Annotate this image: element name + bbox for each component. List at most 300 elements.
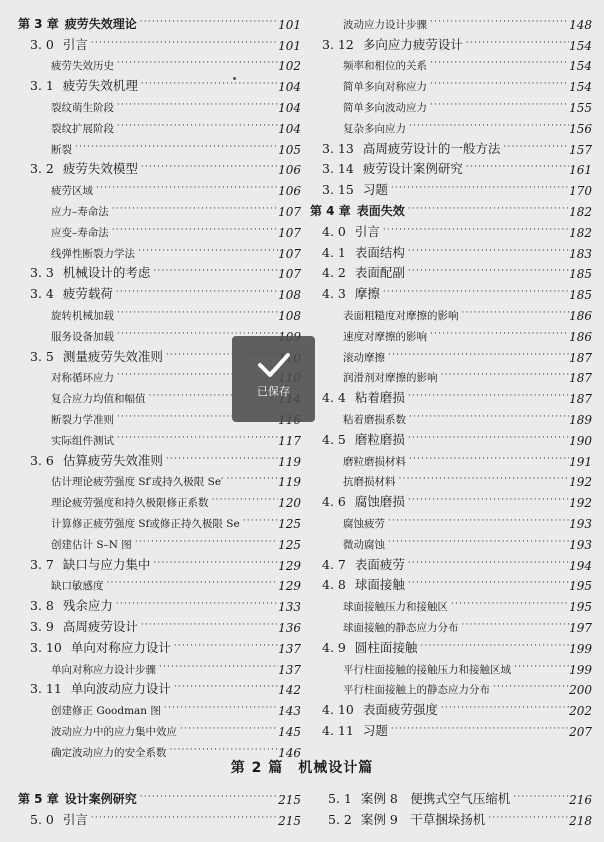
toc-subsection-entry xyxy=(18,489,301,510)
toc-subsection-entry xyxy=(18,427,301,448)
toc-entry-title: 线弹性断裂力学法 xyxy=(51,247,135,260)
toc-dot-leader xyxy=(104,577,279,593)
toc-dot-leader xyxy=(388,182,569,198)
toc-section-entry xyxy=(18,552,301,573)
toc-entry-page: 125 xyxy=(278,516,301,531)
toc-subsection-entry xyxy=(310,469,592,490)
toc-entry-title: 设计案例研究 xyxy=(64,791,137,806)
toc-dot-leader xyxy=(405,494,569,510)
toc-section-entry xyxy=(310,552,592,573)
toc-entry-title: 服务设备加载 xyxy=(51,330,114,343)
toc-entry-title-group xyxy=(30,159,138,177)
toc-section-entry xyxy=(310,385,592,406)
toc-entry-page: 200 xyxy=(569,683,592,698)
toc-entry-title-group xyxy=(30,810,88,828)
toc-entry-title-group xyxy=(51,391,146,406)
toc-entry-page: 195 xyxy=(569,579,592,594)
toc-entry-title-group xyxy=(343,370,438,385)
toc-entry-title-group xyxy=(30,596,113,614)
toc-entry-title-group xyxy=(343,17,427,32)
toc-entry-page: 107 xyxy=(278,225,301,240)
toc-dot-leader xyxy=(177,723,278,739)
toc-entry-page: 193 xyxy=(569,516,592,531)
toc-entry-page: 136 xyxy=(278,620,301,635)
toc-column-right xyxy=(310,11,592,739)
toc-entry-page: 187 xyxy=(569,392,592,407)
toc-entry-title-group xyxy=(51,516,240,531)
toc-entry-page: 183 xyxy=(569,246,592,261)
toc-entry-title-group xyxy=(18,790,137,807)
toc-dot-leader xyxy=(137,791,278,807)
toc-entry-title-group xyxy=(30,76,138,94)
toc-entry-title: 球面接触 xyxy=(354,577,405,593)
toc-entry-title-group xyxy=(328,810,485,828)
toc-section-entry xyxy=(310,427,592,448)
toc-subsection-entry xyxy=(310,73,592,94)
toc-subsection-entry xyxy=(310,677,592,698)
scan-speck xyxy=(233,77,236,80)
toc-entry-title: 裂纹扩展阶段 xyxy=(51,122,114,135)
toc-entry-page: 104 xyxy=(278,80,301,95)
toc-entry-title: 创建估计 S–N 图 xyxy=(51,538,132,551)
toc-subsection-entry xyxy=(18,531,301,552)
toc-entry-title-group xyxy=(51,308,114,323)
toc-entry-title: 估算疲劳失效准则 xyxy=(62,452,163,468)
part-title: 第 2 篇 机械设计篇 xyxy=(230,760,374,776)
toc-entry-title: 波动应力设计步骤 xyxy=(343,18,427,31)
toc-entry-number: 3. 6 xyxy=(30,452,54,468)
toc-entry-title-group xyxy=(343,308,459,323)
toc-entry-title-group xyxy=(343,412,406,427)
toc-dot-leader xyxy=(385,515,569,531)
toc-entry-title: 创建修正 Goodman 图 xyxy=(51,705,161,718)
toc-dot-leader xyxy=(240,515,278,531)
toc-section-entry xyxy=(310,635,592,656)
toc-entry-title-group xyxy=(51,142,72,157)
toc-entry-title-group xyxy=(51,433,114,448)
toc-entry-number: 3. 9 xyxy=(30,618,54,634)
toc-entry-page: 195 xyxy=(569,600,592,615)
toc-dot-leader xyxy=(150,265,278,281)
toc-entry-title-group xyxy=(51,225,109,240)
toc-subsection-entry xyxy=(18,94,301,115)
toc-entry-title-group xyxy=(30,284,113,302)
toc-entry-page: 190 xyxy=(569,433,592,448)
toc-entry-title: 表面疲劳强度 xyxy=(362,702,438,718)
toc-entry-title: 疲劳区域 xyxy=(51,185,93,198)
toc-entry-number: 3. 5 xyxy=(30,348,54,364)
toc-entry-number: 3. 15 xyxy=(322,182,354,198)
toc-entry-title-group xyxy=(322,159,463,177)
toc-entry-title-group xyxy=(322,492,405,510)
toc-entry-title-group xyxy=(343,682,490,697)
toc-dot-leader xyxy=(388,723,569,739)
toc-dot-leader xyxy=(385,349,569,365)
toc-entry-title-group xyxy=(51,58,114,73)
toc-entry-title-group xyxy=(343,516,385,531)
toc-section-entry xyxy=(18,635,301,656)
toc-entry-page: 137 xyxy=(278,662,301,677)
toc-section-entry xyxy=(310,718,592,739)
toc-dot-leader xyxy=(405,203,569,219)
toc-section-entry xyxy=(18,614,301,635)
toc-entry-number: 4. 8 xyxy=(322,577,346,593)
toc-dot-leader xyxy=(405,390,569,406)
toc-entry-page: 105 xyxy=(278,142,301,157)
toc-entry-title-group xyxy=(322,430,405,448)
toc-entry-number: 3. 3 xyxy=(30,265,54,281)
toc-entry-title: 机械设计的考虑 xyxy=(62,265,151,281)
toc-entry-number: 3. 7 xyxy=(30,556,54,572)
toc-subsection-entry xyxy=(18,302,301,323)
toc-dot-leader xyxy=(161,702,278,718)
toc-entry-page: 186 xyxy=(569,308,592,323)
toc-dot-leader xyxy=(405,245,569,261)
toc-entry-page: 185 xyxy=(569,267,592,282)
toc-entry-page: 143 xyxy=(278,704,301,719)
saved-toast-label: 已保存 xyxy=(257,385,290,398)
toc-entry-page: 202 xyxy=(569,704,592,719)
toc-bottom-left xyxy=(18,786,301,828)
toc-dot-leader xyxy=(72,141,278,157)
toc-entry-page: 142 xyxy=(278,683,301,698)
toc-entry-title-group xyxy=(343,100,427,115)
toc-dot-leader xyxy=(448,598,569,614)
toc-entry-title: 平行柱面接触上的静态应力分布 xyxy=(343,684,490,697)
toc-dot-leader xyxy=(427,57,569,73)
toc-dot-leader xyxy=(138,161,278,177)
toc-entry-title: 速度对摩擦的影响 xyxy=(343,330,427,343)
toc-entry-page: 133 xyxy=(278,600,301,615)
toc-entry-title: 估计理论疲劳强度 Sf′或持久极限 Se′ xyxy=(51,476,224,489)
toc-entry-page: 187 xyxy=(569,371,592,386)
toc-dot-leader xyxy=(406,411,569,427)
toc-entry-number: 3. 12 xyxy=(322,36,354,52)
toc-entry-page: 161 xyxy=(569,163,592,178)
toc-entry-title: 润滑剂对摩擦的影响 xyxy=(343,372,438,385)
toc-entry-title: 腐蚀疲劳 xyxy=(343,517,385,530)
toc-entry-page: 154 xyxy=(569,38,592,53)
toc-entry-number: 4. 0 xyxy=(322,223,346,239)
toc-entry-title-group xyxy=(30,35,88,53)
toc-dot-leader xyxy=(138,78,278,94)
toc-subsection-entry xyxy=(310,531,592,552)
toc-subsection-entry xyxy=(18,240,301,261)
toc-section-entry xyxy=(310,489,592,510)
toc-subsection-entry xyxy=(310,406,592,427)
toc-entry-title: 高周疲劳设计 xyxy=(62,618,138,634)
toc-entry-number: 4. 11 xyxy=(322,722,354,738)
toc-entry-number: 4. 4 xyxy=(322,390,346,406)
toc-bottom-right xyxy=(320,786,592,828)
toc-dot-leader xyxy=(114,99,278,115)
toc-entry-page: 104 xyxy=(278,100,301,115)
toc-entry-title-group xyxy=(30,555,150,573)
toc-dot-leader xyxy=(114,120,278,136)
toc-dot-leader xyxy=(114,432,278,448)
toc-dot-leader xyxy=(171,640,278,656)
toc-entry-title-group xyxy=(51,183,93,198)
toc-entry-title-group xyxy=(51,329,114,344)
toc-entry-title: 案例 8 便携式空气压缩机 xyxy=(360,790,511,806)
toc-entry-title-group xyxy=(30,263,150,281)
toc-entry-title: 微动腐蚀 xyxy=(343,538,385,551)
toc-entry-page: 189 xyxy=(569,412,592,427)
toc-entry-title-group xyxy=(30,617,138,635)
toc-dot-leader xyxy=(463,161,569,177)
toc-entry-title: 引言 xyxy=(62,36,88,52)
toc-entry-title: 抗磨损材料 xyxy=(343,476,396,489)
toc-entry-page: 155 xyxy=(569,100,592,115)
toc-entry-page: 102 xyxy=(278,59,301,74)
toc-subsection-entry xyxy=(310,11,592,32)
toc-entry-title: 单向对称应力设计步骤 xyxy=(51,663,156,676)
toc-subsection-entry xyxy=(18,177,301,198)
toc-entry-title: 应力–寿命法 xyxy=(51,205,109,218)
toc-entry-title: 复杂多向应力 xyxy=(343,122,406,135)
toc-section-entry xyxy=(18,281,301,302)
toc-entry-page: 117 xyxy=(278,433,301,448)
toc-entry-title-group xyxy=(343,537,385,552)
toc-entry-title: 粘着磨损系数 xyxy=(343,413,406,426)
toc-entry-title-group xyxy=(343,599,448,614)
toc-entry-title-group xyxy=(322,555,405,573)
toc-entry-title-group xyxy=(343,620,459,635)
toc-entry-title-group xyxy=(343,662,511,677)
toc-dot-leader xyxy=(396,473,570,489)
toc-subsection-entry xyxy=(310,614,592,635)
toc-chapter-entry xyxy=(18,786,301,807)
toc-dot-leader xyxy=(380,286,569,302)
toc-subsection-entry xyxy=(310,94,592,115)
toc-entry-title: 平行柱面接触的接触压力和接触区域 xyxy=(343,663,511,676)
toc-entry-title: 计算修正疲劳强度 Sf或修正持久极限 Se xyxy=(51,517,240,530)
toc-entry-title-group xyxy=(343,329,427,344)
toc-chapter-entry xyxy=(310,198,592,219)
toc-dot-leader xyxy=(511,661,569,677)
toc-section-entry xyxy=(310,697,592,718)
toc-entry-title: 腐蚀磨损 xyxy=(354,494,405,510)
toc-dot-leader xyxy=(163,453,278,469)
toc-entry-page: 125 xyxy=(278,537,301,552)
toc-entry-number: 4. 1 xyxy=(322,244,346,260)
toc-entry-page: 108 xyxy=(278,288,301,303)
toc-entry-title: 磨粒磨损材料 xyxy=(343,455,406,468)
toc-entry-title: 缺口与应力集中 xyxy=(62,556,151,572)
toc-subsection-entry xyxy=(310,593,592,614)
toc-entry-page: 146 xyxy=(278,745,301,760)
toc-entry-page: 216 xyxy=(569,792,592,807)
toc-entry-page: 101 xyxy=(278,38,301,53)
toc-entry-title: 习题 xyxy=(362,722,388,738)
toc-entry-number: 3. 14 xyxy=(322,161,354,177)
toc-entry-number: 第 3 章 xyxy=(18,16,59,31)
toc-entry-page: 154 xyxy=(569,80,592,95)
toc-entry-page: 119 xyxy=(278,454,301,469)
toc-dot-leader xyxy=(109,203,278,219)
toc-entry-page: 156 xyxy=(569,121,592,136)
toc-dot-leader xyxy=(135,245,278,261)
toc-entry-number: 第 5 章 xyxy=(18,791,59,806)
toc-entry-title-group xyxy=(30,451,163,469)
toc-entry-page: 157 xyxy=(569,142,592,157)
toc-subsection-entry xyxy=(310,53,592,74)
toc-entry-title: 波动应力中的应力集中效应 xyxy=(51,725,177,738)
toc-dot-leader xyxy=(156,661,278,677)
toc-entry-number: 第 4 章 xyxy=(310,203,351,218)
toc-entry-title-group xyxy=(343,474,396,489)
toc-dot-leader xyxy=(406,120,569,136)
toc-entry-number: 5. 2 xyxy=(328,811,352,827)
toc-entry-title-group xyxy=(322,263,405,281)
toc-entry-title: 多向应力疲劳设计 xyxy=(362,36,463,52)
toc-entry-title: 疲劳载荷 xyxy=(62,286,113,302)
toc-dot-leader xyxy=(427,328,569,344)
toc-entry-number: 3. 8 xyxy=(30,598,54,614)
toc-entry-title: 疲劳失效理论 xyxy=(64,16,137,31)
toc-entry-page: 108 xyxy=(278,308,301,323)
toc-subsection-entry xyxy=(18,510,301,531)
toc-dot-leader xyxy=(132,536,278,552)
toc-dot-leader xyxy=(113,598,278,614)
toc-subsection-entry xyxy=(18,115,301,136)
toc-entry-title: 单向波动应力设计 xyxy=(70,681,171,697)
toc-dot-leader xyxy=(438,369,570,385)
toc-dot-leader xyxy=(405,577,569,593)
toc-dot-leader xyxy=(510,791,569,807)
toc-entry-page: 120 xyxy=(278,496,301,511)
toc-entry-title: 表面疲劳 xyxy=(354,556,405,572)
toc-entry-title: 简单多向波动应力 xyxy=(343,101,427,114)
toc-entry-title: 断裂 xyxy=(51,143,72,156)
toc-entry-title-group xyxy=(322,284,380,302)
toc-entry-title-group xyxy=(30,638,171,656)
toc-entry-page: 104 xyxy=(278,121,301,136)
toc-section-entry xyxy=(18,593,301,614)
toc-subsection-entry xyxy=(310,344,592,365)
toc-entry-title-group xyxy=(51,495,209,510)
toc-entry-number: 4. 10 xyxy=(322,702,354,718)
toc-subsection-entry xyxy=(18,573,301,594)
toc-entry-title: 确定波动应力的安全系数 xyxy=(51,746,167,759)
toc-subsection-entry xyxy=(18,697,301,718)
toc-entry-title-group xyxy=(343,121,406,136)
toc-section-entry xyxy=(310,136,592,157)
toc-section-entry xyxy=(320,807,592,828)
toc-entry-number: 4. 7 xyxy=(322,556,346,572)
toc-entry-title-group xyxy=(343,350,385,365)
toc-dot-leader xyxy=(209,494,279,510)
toc-dot-leader xyxy=(385,536,569,552)
toc-dot-leader xyxy=(405,265,569,281)
toc-dot-leader xyxy=(137,16,278,32)
toc-entry-page: 199 xyxy=(569,641,592,656)
toc-entry-title: 疲劳设计案例研究 xyxy=(362,161,463,177)
toc-entry-title-group xyxy=(322,721,388,739)
toc-entry-title-group xyxy=(51,662,156,677)
toc-entry-title-group xyxy=(51,100,114,115)
toc-entry-number: 5. 1 xyxy=(328,790,352,806)
toc-entry-page: 106 xyxy=(278,163,301,178)
toc-entry-title-group xyxy=(343,58,427,73)
toc-entry-page: 106 xyxy=(278,184,301,199)
toc-entry-page: 137 xyxy=(278,641,301,656)
toc-entry-title: 表面结构 xyxy=(354,244,405,260)
toc-entry-page: 129 xyxy=(278,579,301,594)
toc-entry-title-group xyxy=(51,537,132,552)
toc-entry-page: 215 xyxy=(278,813,301,828)
toc-section-entry xyxy=(18,677,301,698)
toc-dot-leader xyxy=(109,224,278,240)
toc-entry-number: 3. 13 xyxy=(322,140,354,156)
toc-entry-number: 4. 3 xyxy=(322,286,346,302)
toc-section-entry xyxy=(310,240,592,261)
toc-entry-title-group xyxy=(310,202,405,219)
toc-subsection-entry xyxy=(310,115,592,136)
toc-entry-page: 101 xyxy=(278,17,301,32)
toc-entry-title: 案例 9 干草捆垛扬机 xyxy=(360,811,486,827)
toc-subsection-entry xyxy=(18,53,301,74)
toc-entry-page: 207 xyxy=(569,724,592,739)
toc-section-entry xyxy=(310,32,592,53)
toc-dot-leader xyxy=(113,286,278,302)
toc-section-entry xyxy=(310,281,592,302)
toc-entry-page: 154 xyxy=(569,59,592,74)
toc-entry-title: 表面配副 xyxy=(354,265,405,281)
toc-section-entry xyxy=(320,786,592,807)
toc-entry-title-group xyxy=(322,638,417,656)
toc-entry-page: 194 xyxy=(569,558,592,573)
toc-dot-leader xyxy=(88,812,278,828)
toc-chapter-entry xyxy=(18,11,301,32)
toc-entry-number: 4. 2 xyxy=(322,265,346,281)
toc-entry-title-group xyxy=(51,724,177,739)
toc-dot-leader xyxy=(150,557,278,573)
toc-entry-number: 4. 6 xyxy=(322,494,346,510)
toc-entry-number: 3. 1 xyxy=(30,78,54,94)
toc-subsection-entry xyxy=(18,219,301,240)
toc-entry-title-group xyxy=(51,578,104,593)
toc-section-entry xyxy=(18,448,301,469)
toc-entry-title-group xyxy=(322,700,438,718)
toc-entry-page: 193 xyxy=(569,537,592,552)
toc-entry-page: 197 xyxy=(569,620,592,635)
toc-subsection-entry xyxy=(18,718,301,739)
toc-entry-title-group xyxy=(30,347,163,365)
toc-entry-title: 应变–寿命法 xyxy=(51,226,109,239)
toc-entry-page: 215 xyxy=(278,792,301,807)
toc-subsection-entry xyxy=(18,469,301,490)
toc-entry-title: 球面接触压力和接触区 xyxy=(343,601,448,614)
toc-entry-page: 182 xyxy=(569,204,592,219)
toc-dot-leader xyxy=(500,141,569,157)
toc-entry-title-group xyxy=(51,412,114,427)
toc-section-entry xyxy=(18,261,301,282)
toc-entry-page: 186 xyxy=(569,329,592,344)
toc-entry-number: 3. 10 xyxy=(30,639,62,655)
toc-section-entry xyxy=(18,32,301,53)
toc-section-entry xyxy=(18,73,301,94)
toc-entry-title-group xyxy=(51,204,109,219)
toc-entry-title-group xyxy=(343,454,406,469)
toc-entry-title: 球面接触的静态应力分布 xyxy=(343,621,459,634)
toc-entry-title: 磨粒磨损 xyxy=(354,431,405,447)
toc-entry-number: 3. 2 xyxy=(30,161,54,177)
toc-entry-title: 旋转机械加载 xyxy=(51,309,114,322)
toc-subsection-entry xyxy=(310,365,592,386)
toc-entry-title-group xyxy=(322,575,405,593)
toc-entry-title-group xyxy=(51,370,114,385)
